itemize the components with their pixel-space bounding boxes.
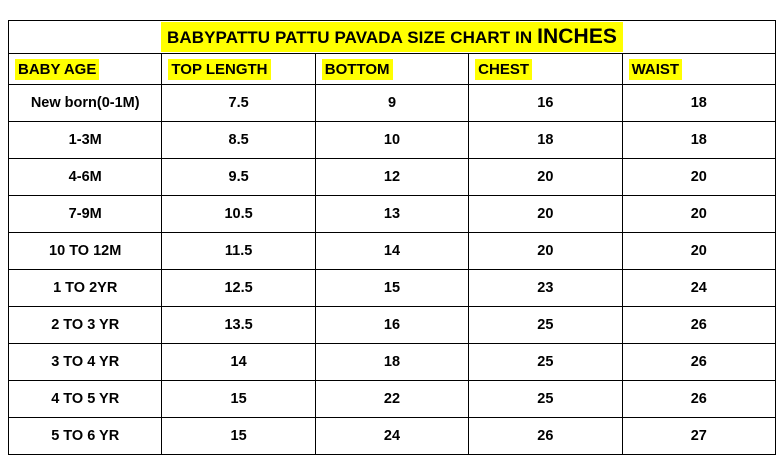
column-header-label: CHEST bbox=[475, 59, 532, 80]
cell-bottom: 13 bbox=[315, 196, 468, 233]
cell-chest: 16 bbox=[469, 85, 622, 122]
cell-chest: 20 bbox=[469, 159, 622, 196]
column-header-label: TOP LENGTH bbox=[168, 59, 270, 80]
cell-chest: 23 bbox=[469, 270, 622, 307]
cell-waist: 20 bbox=[622, 233, 775, 270]
cell-waist: 24 bbox=[622, 270, 775, 307]
cell-age: 3 TO 4 YR bbox=[9, 344, 162, 381]
cell-bottom: 16 bbox=[315, 307, 468, 344]
cell-bottom: 22 bbox=[315, 381, 468, 418]
chart-title-main: BABYPATTU PATTU PAVADA SIZE CHART IN bbox=[166, 27, 538, 47]
column-header-baby-age bbox=[9, 54, 162, 85]
column-header-top-length bbox=[162, 54, 315, 85]
cell-waist: 26 bbox=[622, 381, 775, 418]
table-header-row bbox=[9, 54, 776, 85]
cell-top-length: 13.5 bbox=[162, 307, 315, 344]
cell-top-length: 7.5 bbox=[162, 85, 315, 122]
cell-bottom: 24 bbox=[315, 418, 468, 455]
table-row bbox=[9, 196, 776, 233]
cell-chest: 20 bbox=[469, 196, 622, 233]
column-header-label: WAIST bbox=[629, 59, 683, 80]
table-row bbox=[9, 159, 776, 196]
cell-chest: 26 bbox=[469, 418, 622, 455]
cell-waist: 26 bbox=[622, 344, 775, 381]
cell-bottom: 12 bbox=[315, 159, 468, 196]
cell-top-length: 8.5 bbox=[162, 122, 315, 159]
table-row bbox=[9, 122, 776, 159]
column-header-bottom bbox=[315, 54, 468, 85]
table-row bbox=[9, 233, 776, 270]
size-chart-table bbox=[8, 20, 776, 455]
cell-age: 2 TO 3 YR bbox=[9, 307, 162, 344]
cell-age: 10 TO 12M bbox=[9, 233, 162, 270]
column-header-waist bbox=[622, 54, 775, 85]
table-row bbox=[9, 344, 776, 381]
column-header-label: BABY AGE bbox=[15, 59, 99, 80]
cell-chest: 25 bbox=[469, 344, 622, 381]
cell-age: 7-9M bbox=[9, 196, 162, 233]
cell-waist: 18 bbox=[622, 85, 775, 122]
chart-title-unit: INCHES bbox=[537, 24, 618, 48]
cell-bottom: 10 bbox=[315, 122, 468, 159]
table-row bbox=[9, 418, 776, 455]
table-row bbox=[9, 307, 776, 344]
column-header-chest bbox=[469, 54, 622, 85]
cell-age: 1-3M bbox=[9, 122, 162, 159]
cell-bottom: 9 bbox=[315, 85, 468, 122]
column-header-label: BOTTOM bbox=[322, 59, 393, 80]
cell-age: New born(0-1M) bbox=[9, 85, 162, 122]
cell-chest: 25 bbox=[469, 381, 622, 418]
cell-top-length: 14 bbox=[162, 344, 315, 381]
cell-chest: 20 bbox=[469, 233, 622, 270]
cell-bottom: 15 bbox=[315, 270, 468, 307]
cell-waist: 26 bbox=[622, 307, 775, 344]
cell-bottom: 18 bbox=[315, 344, 468, 381]
cell-top-length: 11.5 bbox=[162, 233, 315, 270]
table-row bbox=[9, 270, 776, 307]
cell-top-length: 9.5 bbox=[162, 159, 315, 196]
table-body bbox=[9, 21, 776, 455]
cell-bottom: 14 bbox=[315, 233, 468, 270]
chart-title bbox=[9, 21, 776, 54]
cell-age: 4 TO 5 YR bbox=[9, 381, 162, 418]
cell-top-length: 15 bbox=[162, 381, 315, 418]
table-row bbox=[9, 381, 776, 418]
cell-top-length: 10.5 bbox=[162, 196, 315, 233]
cell-top-length: 12.5 bbox=[162, 270, 315, 307]
cell-age: 4-6M bbox=[9, 159, 162, 196]
table-row bbox=[9, 85, 776, 122]
cell-waist: 20 bbox=[622, 159, 775, 196]
cell-age: 1 TO 2YR bbox=[9, 270, 162, 307]
chart-title-highlight bbox=[161, 22, 623, 52]
title-row bbox=[9, 21, 776, 54]
cell-top-length: 15 bbox=[162, 418, 315, 455]
cell-age: 5 TO 6 YR bbox=[9, 418, 162, 455]
cell-chest: 25 bbox=[469, 307, 622, 344]
cell-waist: 18 bbox=[622, 122, 775, 159]
cell-waist: 20 bbox=[622, 196, 775, 233]
cell-waist: 27 bbox=[622, 418, 775, 455]
cell-chest: 18 bbox=[469, 122, 622, 159]
